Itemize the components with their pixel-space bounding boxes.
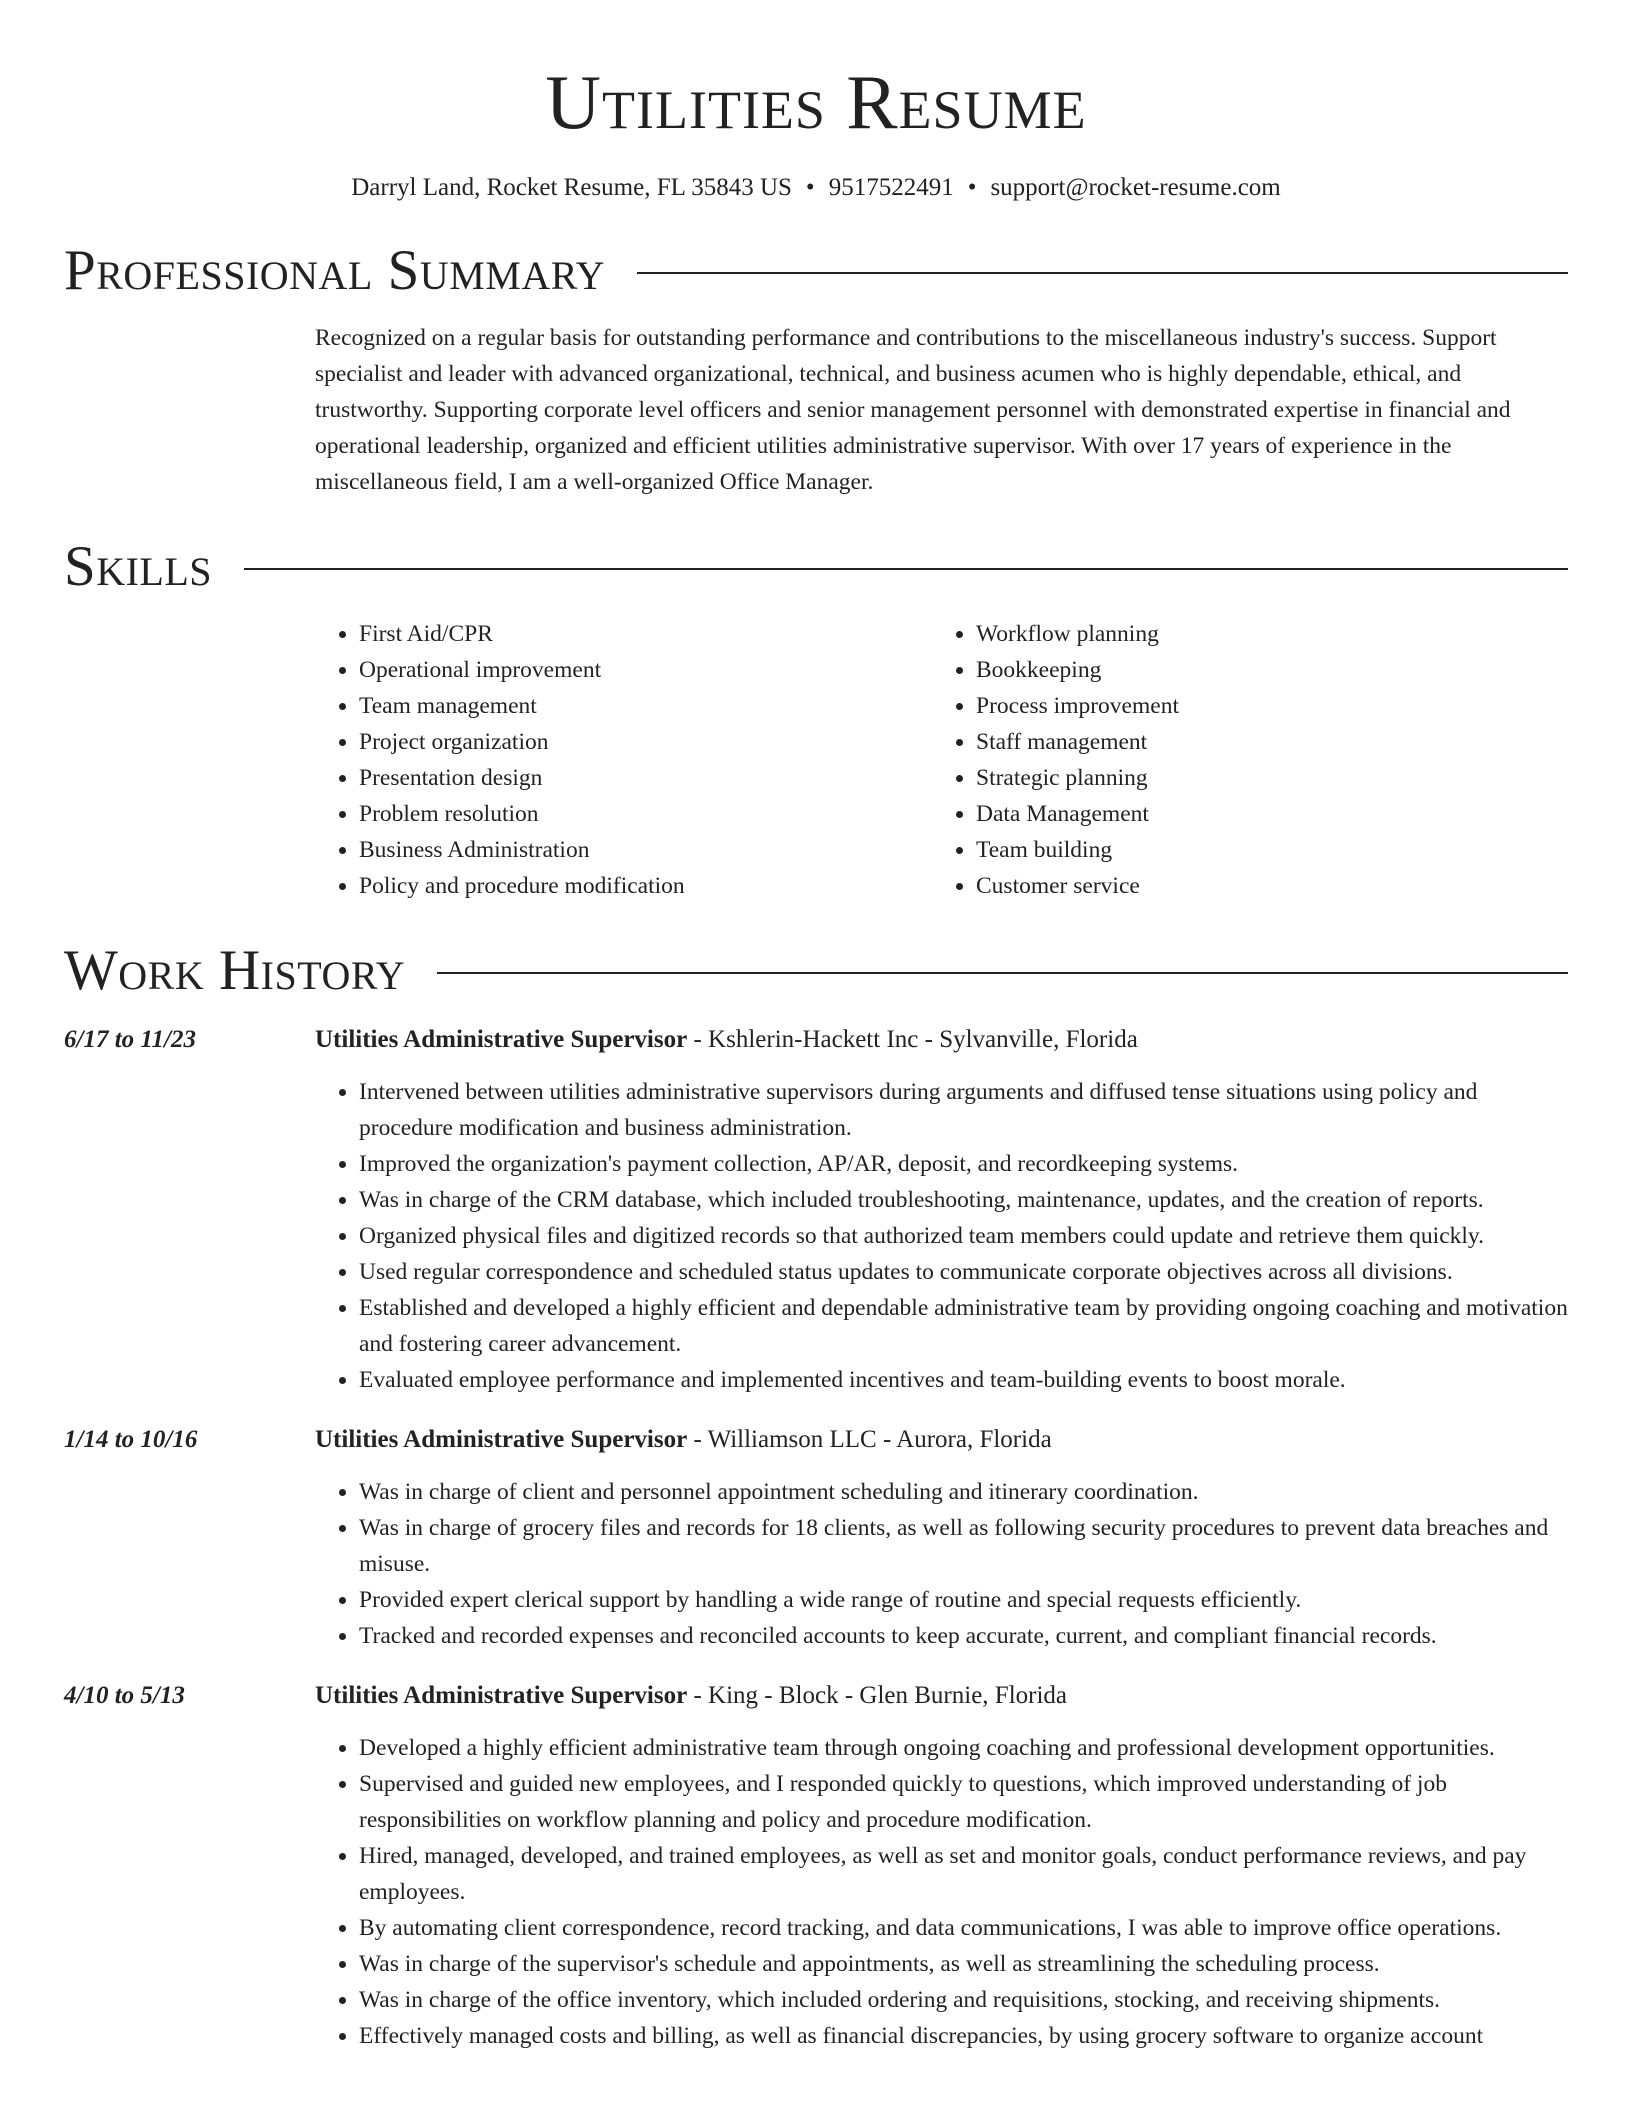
- job-bullet: • Established and developed a highly efficient and dependable administrative team by providing ongoing coaching and motivation and fostering career advancement.: [359, 1290, 1568, 1362]
- job-bullet: • Effectively managed costs and billing, as well as financial discrepancies, by using grocery software to organize account: [359, 2018, 1568, 2054]
- skills-heading: Skills: [64, 535, 213, 598]
- skills-column-right: [932, 616, 1496, 904]
- skill-item: • Project organization: [359, 724, 932, 760]
- job-bullet: • Intervened between utilities administrative supervisors during arguments and diffused tense situations using policy and procedure modification and business administration.: [359, 1074, 1568, 1146]
- job-bullets: [315, 1730, 1568, 2054]
- contact-email: support@rocket-resume.com: [990, 174, 1281, 201]
- job-title: Utilities Administrative Supervisor: [315, 1426, 688, 1453]
- skill-item: • Operational improvement: [359, 652, 932, 688]
- skill-item: • Data Management: [976, 796, 1496, 832]
- skill-item: • Problem resolution: [359, 796, 932, 832]
- contact-separator: •: [967, 174, 977, 201]
- section-divider: [437, 972, 1568, 974]
- job-title: Utilities Administrative Supervisor: [315, 1026, 688, 1053]
- skill-item: • Bookkeeping: [976, 652, 1496, 688]
- summary-text: Recognized on a regular basis for outstanding performance and contributions to the miscellaneous industry's success. Support specialist and leader with advanced organizational, technical, and business acumen who is highly dependable, ethical, and trustworthy. Supporting corporate level officers and senior management personnel with demonstrated expertise in financial and operational leadership, organized and efficient utilities administrative supervisor. With over 17 years of experience in the miscellaneous field, I am a well-organized Office Manager.: [315, 325, 1511, 495]
- skill-item: • Staff management: [976, 724, 1496, 760]
- job-bullet: • Tracked and recorded expenses and reconciled accounts to keep accurate, current, and compliant financial records.: [359, 1618, 1568, 1654]
- job-body: [315, 1422, 1568, 1654]
- work-section-header: [64, 938, 1568, 1004]
- job-bullet: • Was in charge of the supervisor's schedule and appointments, as well as streamlining the scheduling process.: [359, 1946, 1568, 1982]
- skill-item: • Business Administration: [359, 832, 932, 868]
- job-bullets: [315, 1474, 1568, 1654]
- job-bullet: • Was in charge of grocery files and records for 18 clients, as well as following security procedures to prevent data breaches and misuse.: [359, 1510, 1568, 1582]
- job-header: [315, 1422, 1568, 1458]
- resume-title: Utilities Resume: [545, 59, 1087, 145]
- job-company: - Kshlerin-Hackett Inc - Sylvanville, Florida: [687, 1026, 1138, 1053]
- skills-section-header: [64, 534, 1568, 600]
- section-divider: [244, 568, 1568, 570]
- job-bullet: • Improved the organization's payment collection, AP/AR, deposit, and recordkeeping systems.: [359, 1146, 1568, 1182]
- work-history-list: [64, 1022, 1568, 2054]
- section-divider: [637, 272, 1568, 274]
- contact-line: [64, 172, 1568, 204]
- skill-item: • Team management: [359, 688, 932, 724]
- job-entry: [64, 1422, 1568, 1654]
- job-company: - King - Block - Glen Burnie, Florida: [687, 1682, 1068, 1709]
- job-entry: [64, 1678, 1568, 2054]
- job-bullet: • Provided expert clerical support by handling a wide range of routine and special requests efficiently.: [359, 1582, 1568, 1618]
- job-bullet: • Used regular correspondence and scheduled status updates to communicate corporate objectives across all divisions.: [359, 1254, 1568, 1290]
- job-bullet: • Evaluated employee performance and implemented incentives and team-building events to boost morale.: [359, 1362, 1568, 1398]
- job-date: 4/10 to 5/13: [64, 1682, 185, 1709]
- job-bullet: • Organized physical files and digitized records so that authorized team members could update and retrieve them quickly.: [359, 1218, 1568, 1254]
- job-date: 6/17 to 11/23: [64, 1026, 196, 1053]
- job-bullet: • Hired, managed, developed, and trained employees, as well as set and monitor goals, conduct performance reviews, and pay employees.: [359, 1838, 1568, 1910]
- contact-separator: •: [805, 174, 815, 201]
- job-header: [315, 1022, 1568, 1058]
- job-bullet: • Supervised and guided new employees, and I responded quickly to questions, which improved understanding of job responsibilities on workflow planning and policy and procedure modification.: [359, 1766, 1568, 1838]
- job-date: 1/14 to 10/16: [64, 1426, 198, 1453]
- job-body: [315, 1678, 1568, 2054]
- job-body: [315, 1022, 1568, 1398]
- job-bullet: • Was in charge of client and personnel appointment scheduling and itinerary coordination.: [359, 1474, 1568, 1510]
- skill-item: • Team building: [976, 832, 1496, 868]
- summary-heading: Professional Summary: [64, 239, 606, 302]
- contact-address: Darryl Land, Rocket Resume, FL 35843 US: [351, 174, 792, 201]
- skill-item: • Process improvement: [976, 688, 1496, 724]
- job-bullet: • Was in charge of the CRM database, which included troubleshooting, maintenance, updates, and the creation of reports.: [359, 1182, 1568, 1218]
- job-company: - Williamson LLC - Aurora, Florida: [687, 1426, 1052, 1453]
- skill-item: • Workflow planning: [976, 616, 1496, 652]
- skills-list: [315, 616, 1568, 904]
- skill-item: • Strategic planning: [976, 760, 1496, 796]
- job-header: [315, 1678, 1568, 1714]
- job-title: Utilities Administrative Supervisor: [315, 1682, 688, 1709]
- job-bullets: [315, 1074, 1568, 1398]
- skill-item: • Presentation design: [359, 760, 932, 796]
- contact-phone: 9517522491: [828, 174, 954, 201]
- summary-section-header: [64, 238, 1568, 304]
- job-entry: [64, 1022, 1568, 1398]
- job-bullet: • Developed a highly efficient administrative team through ongoing coaching and professional development opportunities.: [359, 1730, 1568, 1766]
- work-heading: Work History: [64, 939, 406, 1002]
- skill-item: • Customer service: [976, 868, 1496, 904]
- job-bullet: • Was in charge of the office inventory, which included ordering and requisitions, stocking, and receiving shipments.: [359, 1982, 1568, 2018]
- skill-item: • Policy and procedure modification: [359, 868, 932, 904]
- job-bullet: • By automating client correspondence, record tracking, and data communications, I was able to improve office operations.: [359, 1910, 1568, 1946]
- skill-item: • First Aid/CPR: [359, 616, 932, 652]
- skills-column-left: [315, 616, 932, 904]
